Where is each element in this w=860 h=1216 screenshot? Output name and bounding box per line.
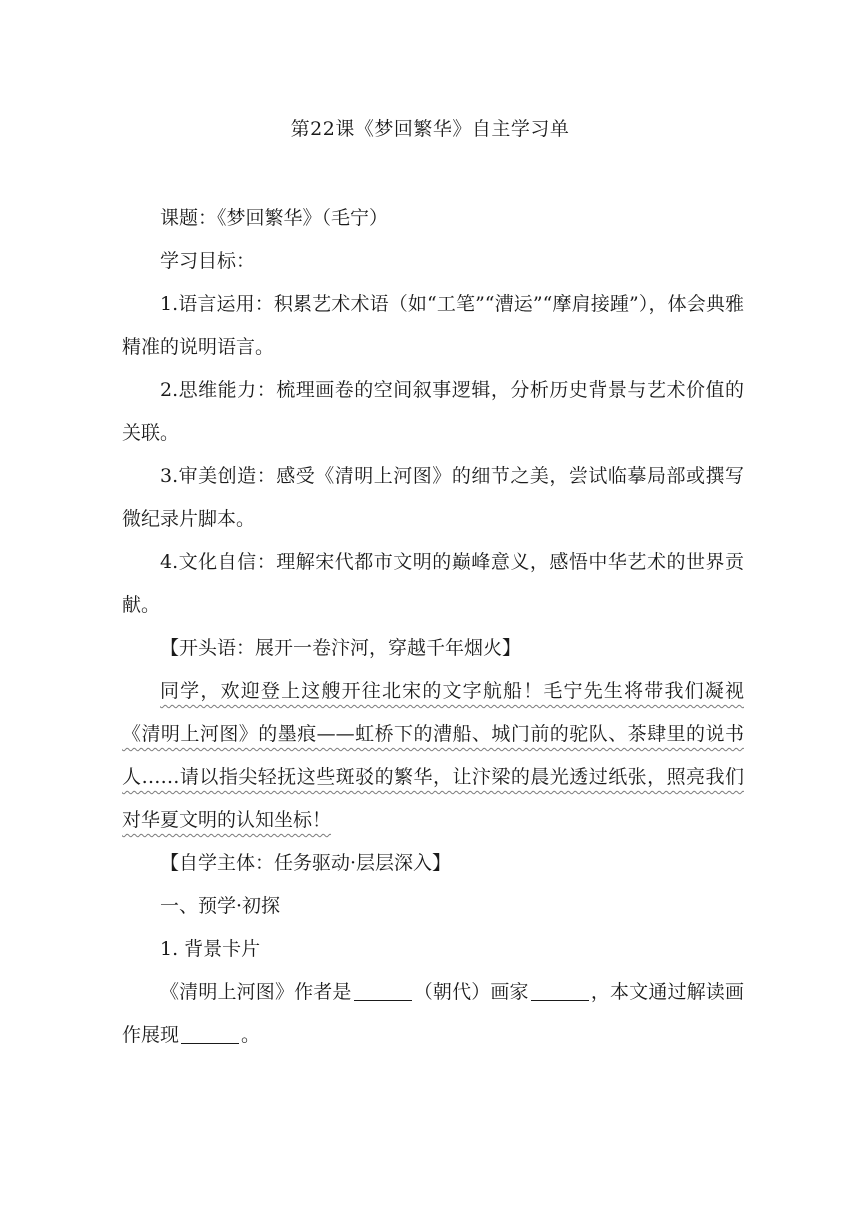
blank-painter[interactable] (531, 982, 589, 1001)
item-one-heading: 1. 背景卡片 (160, 938, 261, 960)
card-text-3: ，本文通过解读画作展现 (122, 981, 744, 1046)
card-text-1: 《清明上河图》作者是 (160, 981, 352, 1003)
section-one-heading: 一、预学·初探 (160, 895, 281, 917)
card-text-4: 。 (241, 1024, 261, 1046)
objective-1: 1.语言运用：积累艺术术语（如“工笔”“漕运”“摩肩接踵”），体会典雅精准的说明语言。 (122, 293, 744, 358)
blank-dynasty[interactable] (354, 982, 412, 1001)
opening-paragraph (122, 670, 744, 842)
document-body (122, 197, 744, 1057)
opening-heading: 【开头语：展开一卷汴河，穿越千年烟火】 (160, 637, 522, 659)
objective-3: 3.审美创造：感受《清明上河图》的细节之美，尝试临摹局部或撰写微纪录片脚本。 (122, 465, 744, 530)
objective-2: 2.思维能力：梳理画卷的空间叙事逻辑，分析历史背景与艺术价值的关联。 (122, 379, 744, 444)
opening-text: 同学，欢迎登上这艘开往北宋的文字航船！毛宁先生将带我们凝视《清明上河图》的墨痕——虹桥下的漕船、城门前的驼队、茶肆里的说书人……请以指尖轻抚这些斑驳的繁华，让汴梁的晨光透过纸张，照亮我们对华夏文明的认知坐标！ (122, 680, 744, 831)
card-text-2: （朝代）画家 (413, 981, 529, 1003)
blank-content[interactable] (181, 1025, 239, 1044)
background-card-question (122, 971, 744, 1057)
self-study-heading: 【自学主体：任务驱动·层层深入】 (160, 852, 452, 874)
topic-line: 课题：《梦回繁华》（毛宁） (160, 207, 389, 229)
objective-4: 4.文化自信：理解宋代都市文明的巅峰意义，感悟中华艺术的世界贡献。 (122, 551, 744, 616)
objectives-heading: 学习目标： (160, 250, 256, 272)
page-title: 第22课《梦回繁华》自主学习单 (290, 118, 570, 140)
